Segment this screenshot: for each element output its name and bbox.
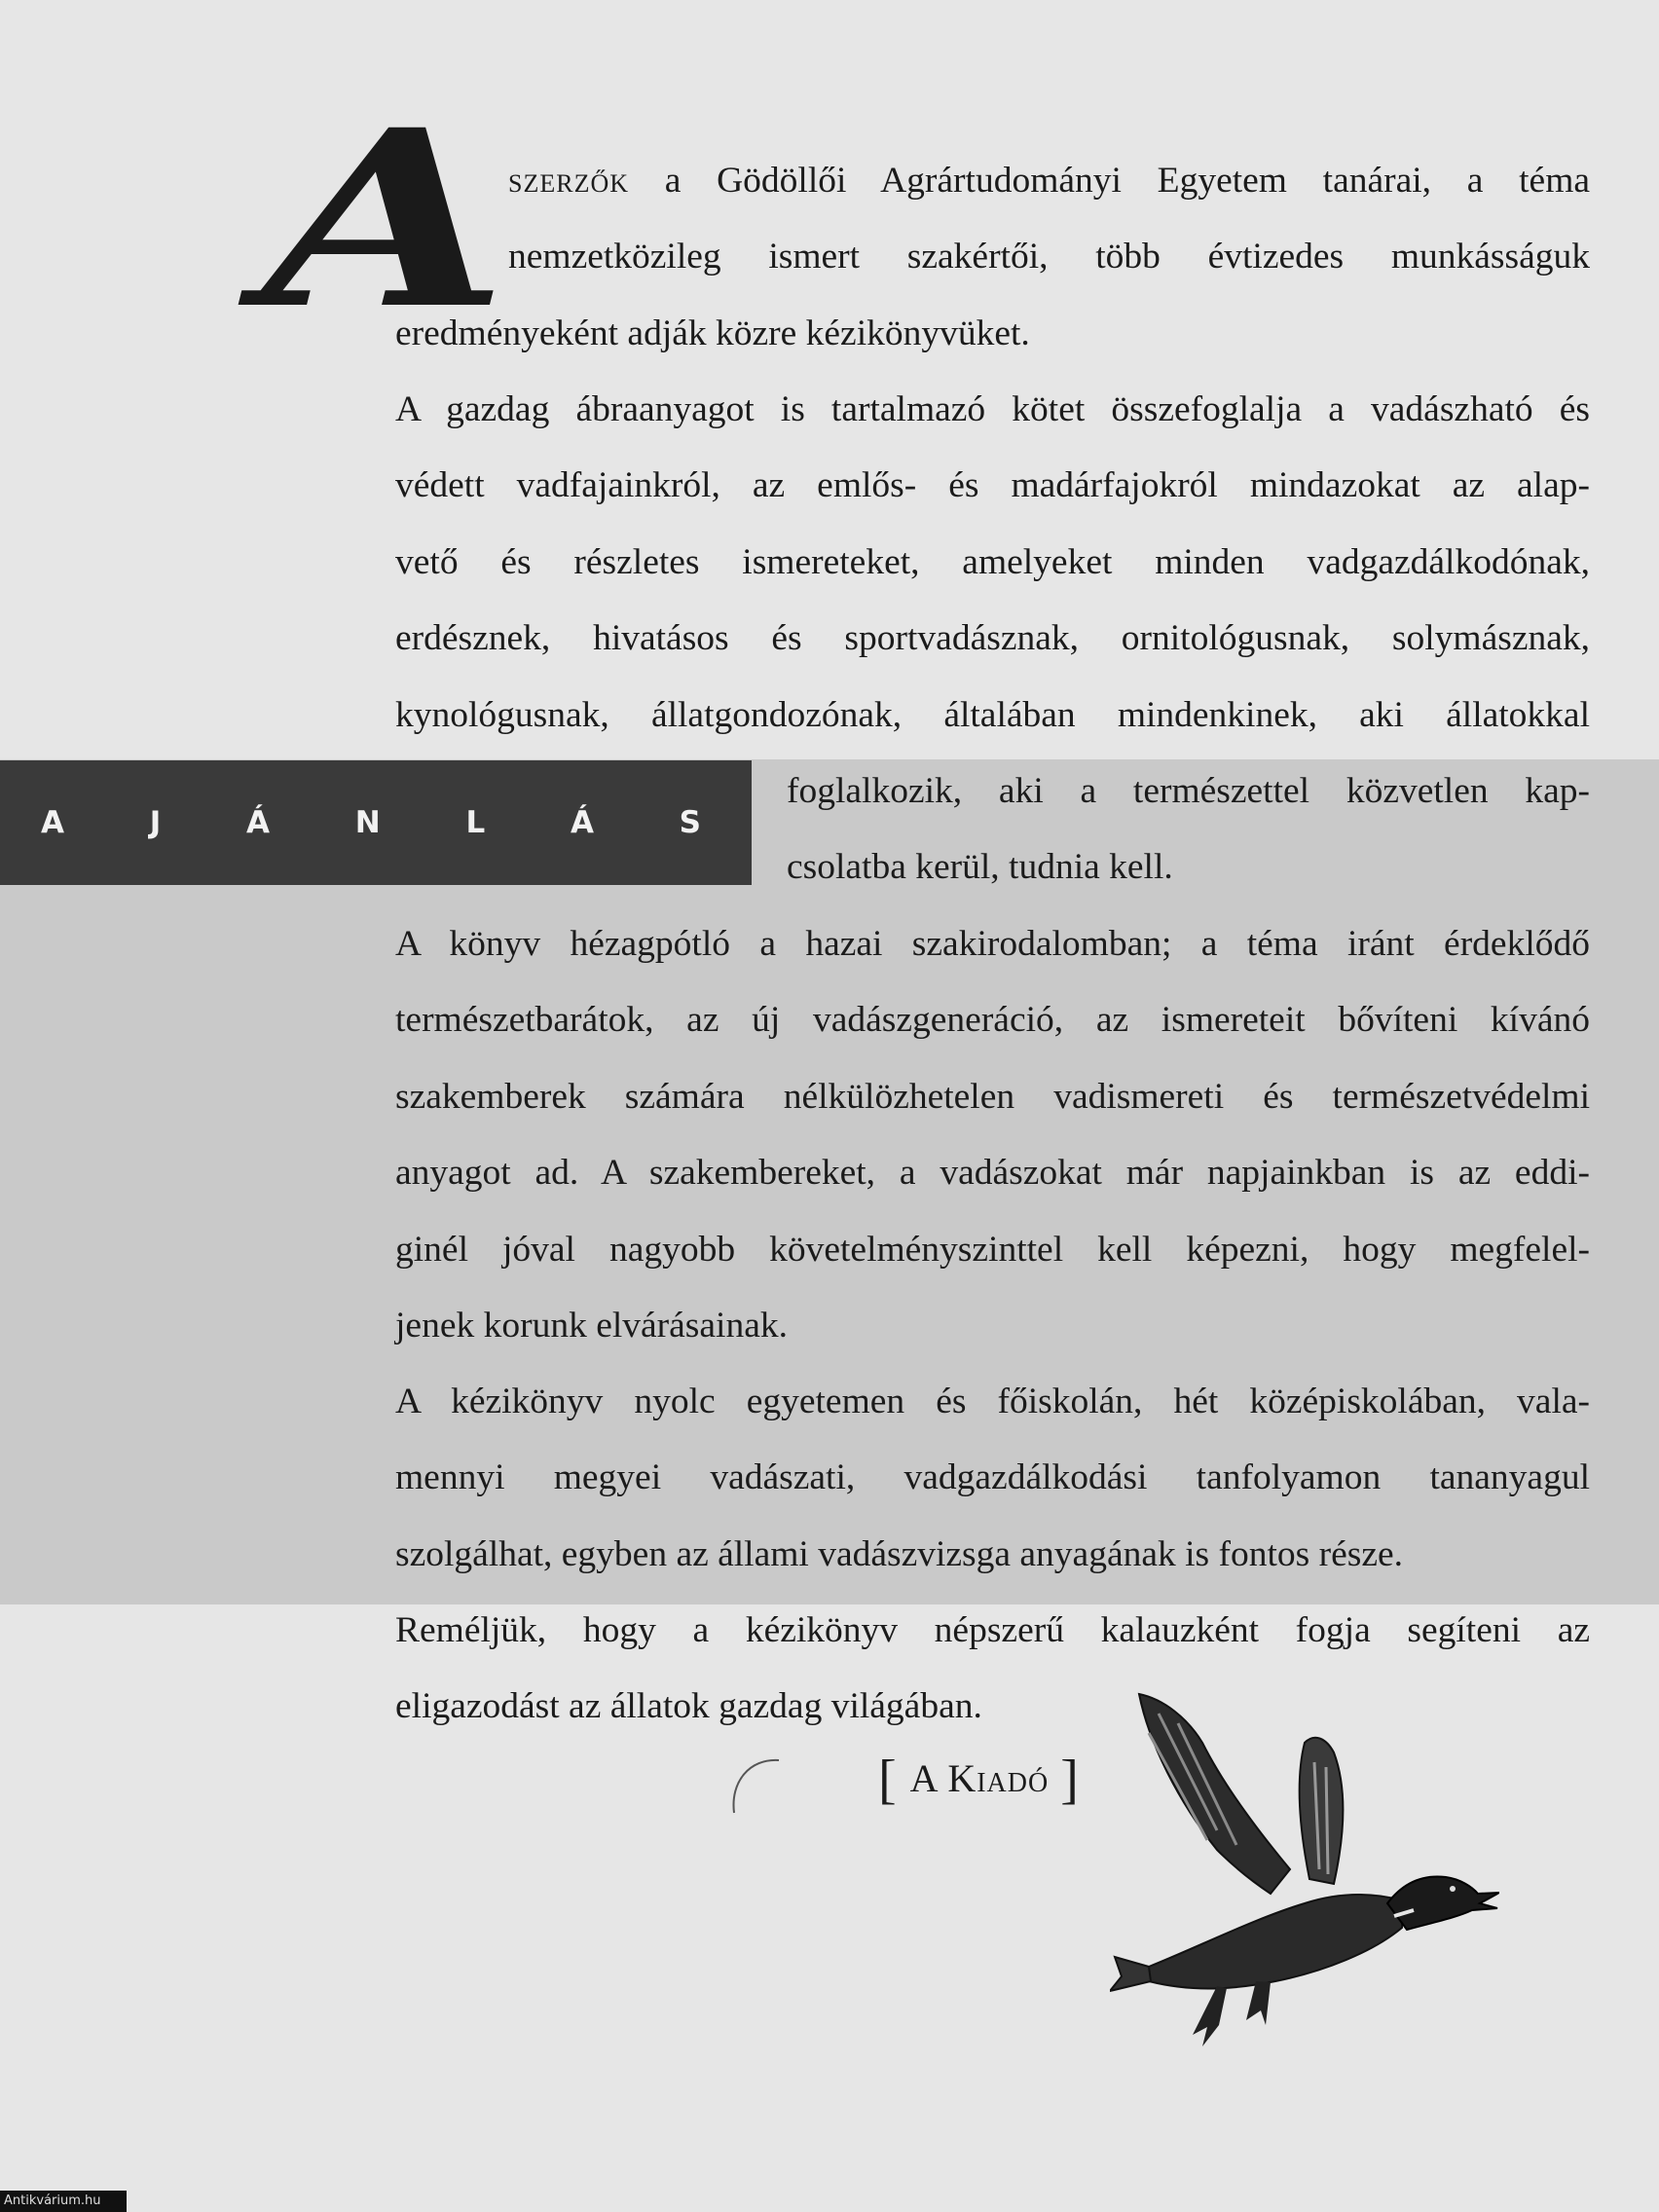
text-line: ginél jóval nagyobb követelményszinttel kell képezni, hogy megfelel- xyxy=(395,1229,1590,1270)
signature-text: A Kiadó xyxy=(909,1756,1050,1800)
drop-cap: A xyxy=(263,76,503,362)
text-line: anyagot ad. A szakembereket, a vadászokat már napjainkban is az eddi- xyxy=(395,1153,1590,1194)
banner-letter: Á xyxy=(570,804,594,840)
paragraph-4 xyxy=(395,1364,1590,1593)
banner-letter: N xyxy=(354,804,381,840)
text-line: szolgálhat, egyben az állami vadászvizsga anyagának is fontos része. xyxy=(395,1533,1404,1574)
banner-letter: A xyxy=(41,804,64,840)
text-line: természetbarátok, az új vadászgeneráció, az ismereteit bővíteni kívánó xyxy=(395,1000,1590,1041)
text-line: A kézikönyv nyolc egyetemen és főiskolán, hét középiskolában, vala- xyxy=(395,1382,1590,1421)
paragraph-2 xyxy=(395,372,1590,754)
paragraph-2-indented xyxy=(787,754,1590,906)
text-line: vető és részletes ismereteket, amelyeket minden vadgazdálkodónak, xyxy=(395,541,1590,582)
flying-duck-icon xyxy=(1110,1684,1499,2064)
banner-letter: Á xyxy=(246,804,271,840)
text-line: szakemberek számára nélkülözhetelen vadismereti és természetvédelmi xyxy=(395,1076,1590,1117)
banner-letter: L xyxy=(465,804,486,840)
text-line: eredményeként adják közre kézikönyvüket. xyxy=(395,313,1030,353)
pen-swirl-mark xyxy=(720,1752,798,1830)
close-bracket: ] xyxy=(1060,1750,1081,1810)
text-line: jenek korunk elvárásainak. xyxy=(395,1305,788,1346)
open-bracket: [ xyxy=(878,1750,899,1810)
watermark: Antikvárium.hu xyxy=(0,2191,127,2212)
ajanlas-banner xyxy=(0,760,752,885)
text-line: kynológusnak, állatgondozónak, általában mindenkinek, aki állatokkal xyxy=(395,694,1590,735)
text-line: nemzetközileg ismert szakértői, több évtizedes munkásságuk xyxy=(508,237,1590,277)
text-line: A gazdag ábraanyagot is tartalmazó kötet összefoglalja a vadászható és xyxy=(395,389,1590,429)
text-line: szerzők a Gödöllői Agrártudományi Egyetem tanárai, a téma xyxy=(508,161,1591,201)
banner-letter: S xyxy=(679,804,701,840)
text-line: A könyv hézagpótló a hazai szakirodalomban; a téma iránt érdeklődő xyxy=(395,924,1590,964)
text-line: foglalkozik, aki a természettel közvetlen kap- xyxy=(787,771,1590,811)
text-line: mennyi megyei vadászati, vadgazdálkodási tanfolyamon tananyagul xyxy=(395,1457,1590,1498)
paragraph-3 xyxy=(395,906,1590,1364)
text-line: védett vadfajainkról, az emlős- és madárfajokról mindazokat az alap- xyxy=(395,465,1590,506)
text-line: eligazodást az állatok gazdag világában. xyxy=(395,1686,982,1727)
text-line: erdésznek, hivatásos és sportvadásznak, ornitológusnak, solymásznak, xyxy=(395,618,1590,659)
paragraph-1-end xyxy=(395,296,1590,372)
paragraph-1 xyxy=(508,143,1590,296)
banner-letter: J xyxy=(149,804,162,840)
text-line: csolatba kerül, tudnia kell. xyxy=(787,847,1173,888)
publisher-signature xyxy=(878,1750,1081,1809)
text-line: Reméljük, hogy a kézikönyv népszerű kalauzként fogja segíteni az xyxy=(395,1610,1590,1650)
